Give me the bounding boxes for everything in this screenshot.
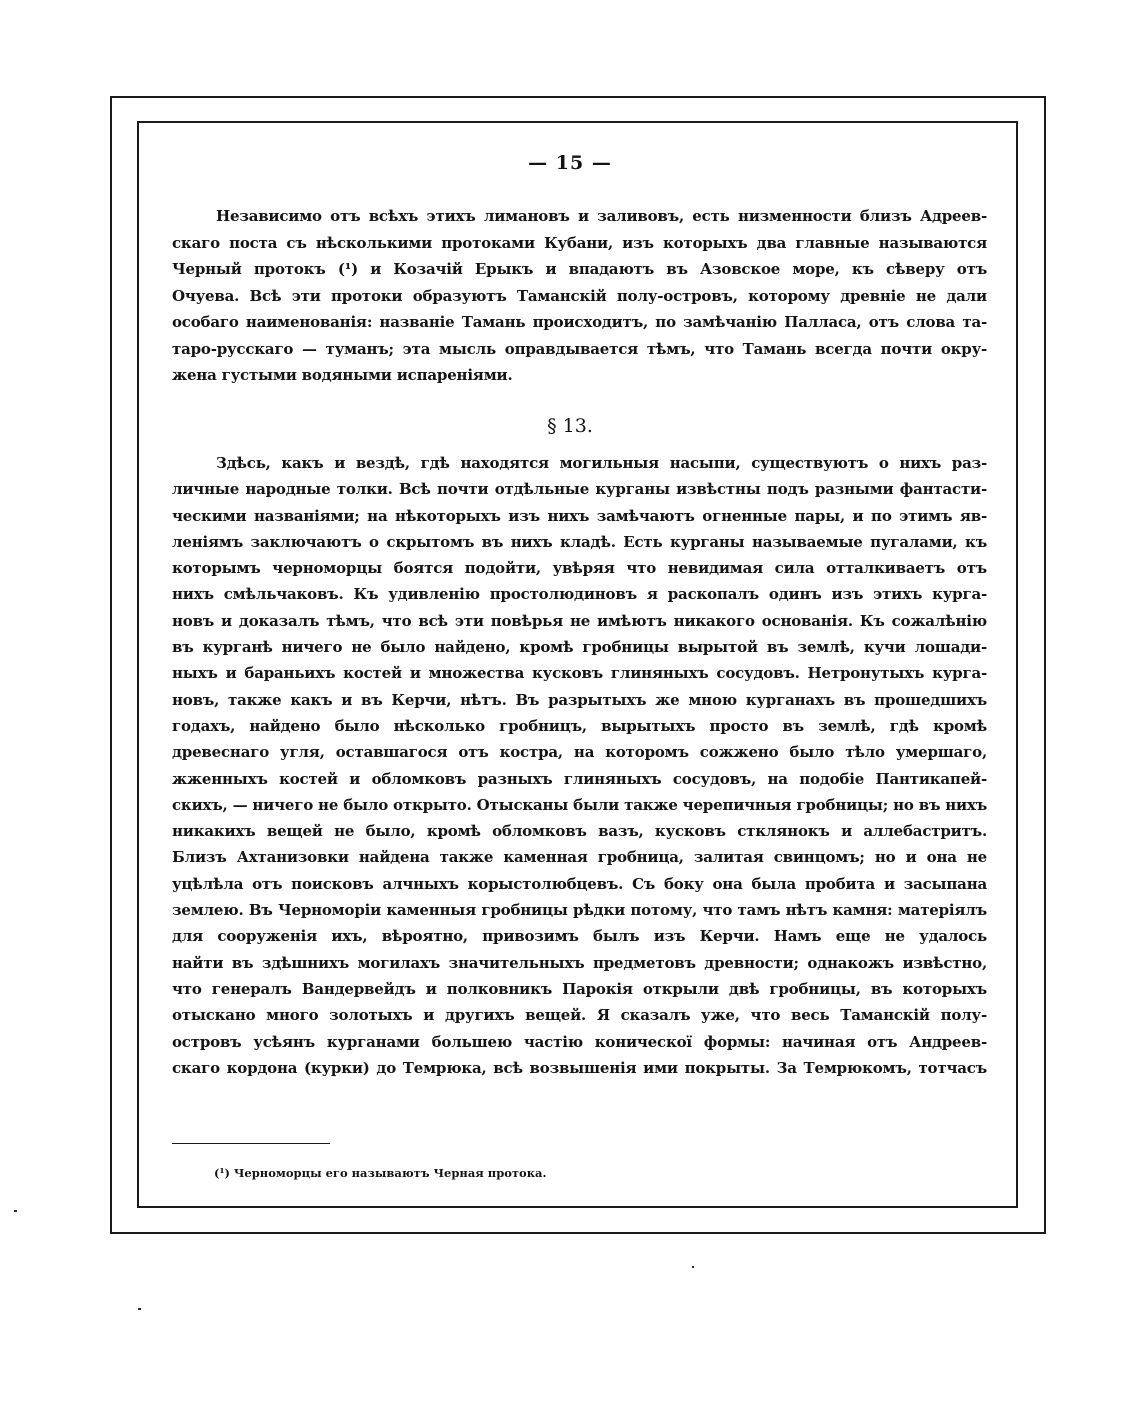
paragraph-line: скихъ, — ничего не было открыто. Отысканы были также черепичныя гробницы; но въ нихъ [172,795,988,814]
paragraph-1 [172,203,987,389]
paragraph-line: Близъ Ахтанизовки найдена также каменная гробница, залитая свинцомъ; но и она не [172,848,987,867]
footnote: (¹) Черноморцы его называютъ Черная протока. [214,1166,547,1180]
paragraph-line: Черный протокъ (¹) и Козачій Ерыкъ и впадаютъ въ Азовское море, къ сѣверу отъ [172,260,987,278]
paragraph-line: уцѣлѣла отъ поисковъ алчныхъ корыстолюбцевъ. Съ боку она была пробита и засыпана [172,874,987,893]
paragraph-line: личные народные толки. Всѣ почти отдѣльные курганы извѣстны подъ разными фантасти- [172,480,987,499]
paragraph-line: которымъ черноморцы боятся подойти, увѣряя что невидимая сила отталкиваетъ отъ [172,559,987,578]
paragraph-line: Здѣсь, какъ и вездѣ, гдѣ находятся могильныя насыпи, существуютъ о нихъ раз- [216,454,987,472]
footnote-divider [172,1143,330,1144]
paragraph-line: ныхъ и бараньихъ костей и множества кусковъ глиняныхъ сосудовъ. Нетронутыхъ курга- [172,664,987,683]
section-heading: § 13. [547,415,593,437]
paragraph-line: жена густыми водяными испареніями. [172,366,513,384]
paragraph-line: ческими названіями; на нѣкоторыхъ изъ нихъ замѣчаютъ огненные пары, и по этимъ яв- [172,506,987,525]
paragraph-line: что генералъ Вандервейдъ и полковникъ Парокія открыли двѣ гробницы, въ которыхъ [172,979,987,998]
paragraph-line: землею. Въ Черноморіи каменныя гробницы рѣдки потому, что тамъ нѣтъ камня: матеріялъ [172,901,987,920]
paragraph-line: таро-русскаго — туманъ; эта мысль оправдывается тѣмъ, что Тамань всегда почти окру- [172,339,987,358]
scan-speck [692,1266,694,1268]
paragraph-line: Независимо отъ всѣхъ этихъ лимановъ и заливовъ, есть низменности близъ Адреев- [216,207,987,225]
paragraph-line: новъ, также какъ и въ Керчи, нѣтъ. Въ разрытыхъ же мною курганахъ въ прошедшихъ [172,690,987,709]
paragraph-line: найти въ здѣшнихъ могилахъ значительныхъ предметовъ древности; однакожъ извѣстно, [172,953,987,972]
paragraph-line: отыскано много золотыхъ и другихъ вещей. Я сказалъ уже, что весь Таманскій полу- [172,1006,987,1025]
paragraph-line: новъ и доказалъ тѣмъ, что всѣ эти повѣрья не имѣютъ никакого основанія. Къ сожалѣнію [172,611,987,630]
paragraph-line: древеснаго угля, оставшагося отъ костра, на которомъ сожжено было тѣло умершаго, [172,743,987,762]
scan-speck [138,1308,141,1310]
paragraph-line: леніямъ заключаютъ о скрытомъ въ нихъ кладѣ. Есть курганы называемые пугалами, къ [172,532,987,551]
page-number: — 15 — [528,152,612,174]
paragraph-line: жженныхъ костей и обломковъ разныхъ глиняныхъ сосудовъ, на подобіе Пантикапей- [172,769,987,788]
paragraph-line: особаго наименованія: названіе Тамань происходитъ, по замѣчанію Палласа, отъ слова та- [172,313,987,331]
scan-speck [14,1210,17,1212]
paragraph-line: для сооруженія ихъ, вѣроятно, привозимъ былъ изъ Керчи. Намъ еще не удалось [172,927,987,946]
paragraph-line: Очуева. Всѣ эти протоки образуютъ Таманскій полу-островъ, которому древніе не дали [172,286,987,305]
paragraph-2 [172,450,987,1081]
paragraph-line: никакихъ вещей не было, кромѣ обломковъ вазъ, кусковъ стклянокъ и аллебастритъ. [172,822,987,841]
paragraph-line: годахъ, найдено было нѣсколько гробницъ, вырытыхъ просто въ землѣ, гдѣ кромѣ [172,716,987,735]
paragraph-line: нихъ смѣльчаковъ. Къ удивленію простолюдиновъ я раскопалъ одинъ изъ этихъ курга- [172,585,987,604]
paragraph-line: скаго поста съ нѣсколькими протоками Кубани, изъ которыхъ два главные называются [172,233,987,252]
paragraph-line: островъ усѣянъ курганами большею частію коническої формы: начиная отъ Андреев- [172,1032,987,1051]
paragraph-line: скаго кордона (курки) до Темрюка, всѣ возвышенія ими покрыты. За Темрюкомъ, тотчасъ [172,1058,987,1077]
paragraph-line: въ курганѣ ничего не было найдено, кромѣ гробницы вырытой въ землѣ, кучи лошади- [172,638,987,657]
